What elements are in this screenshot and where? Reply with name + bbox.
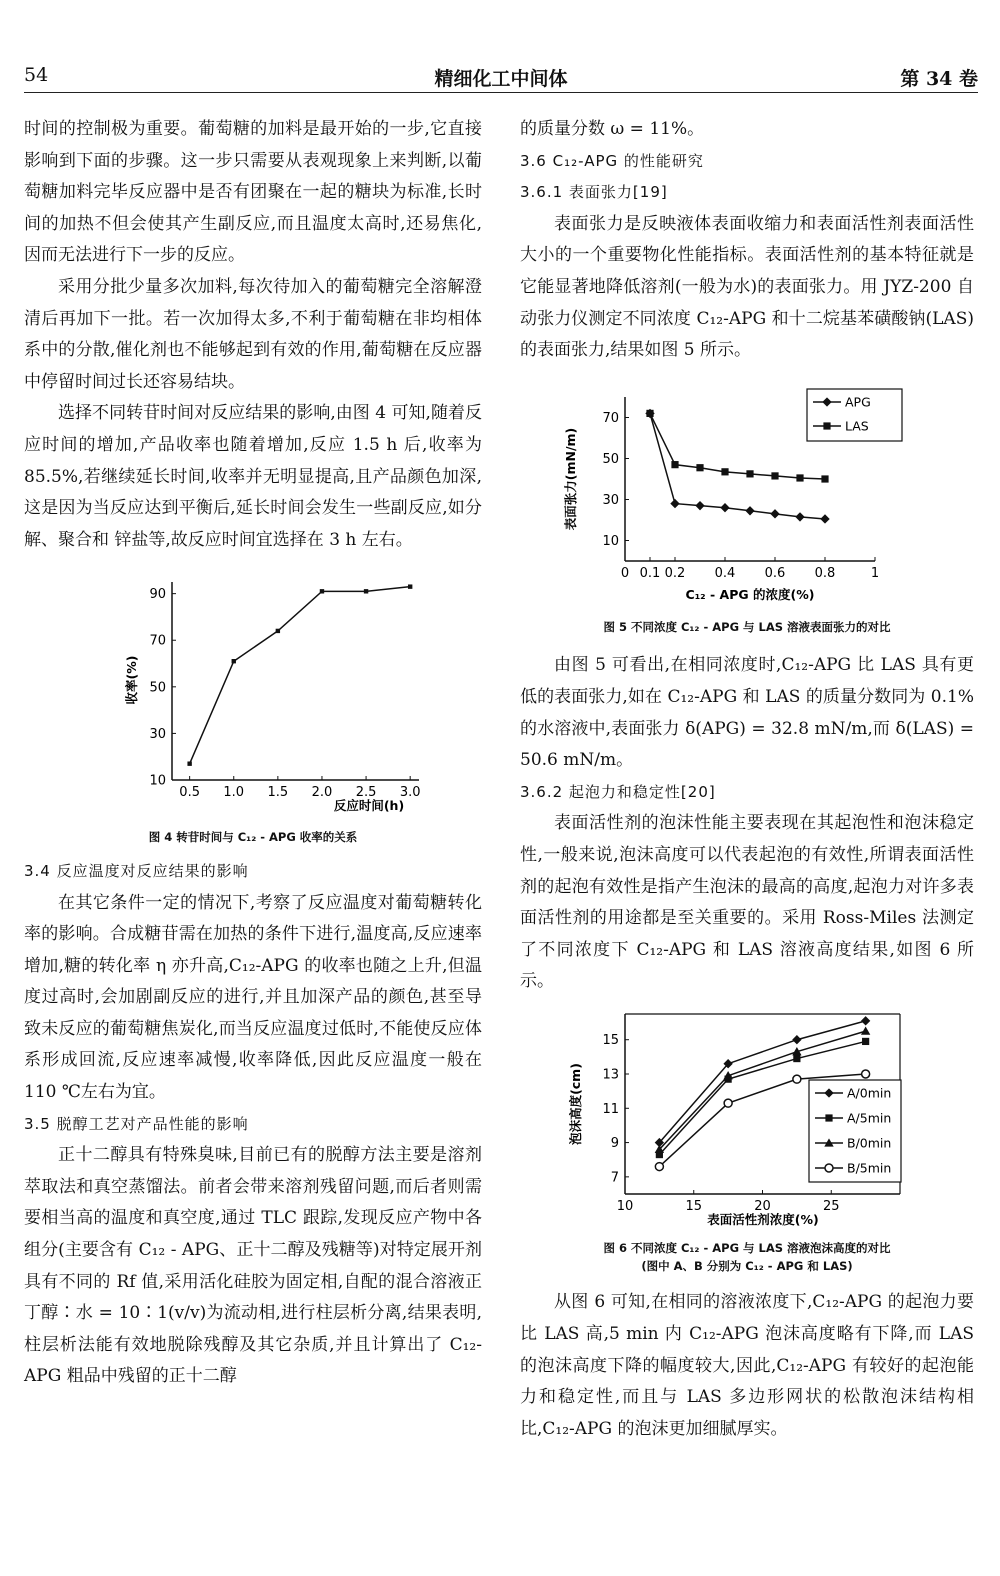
x-tick-label: 20: [754, 1198, 771, 1214]
data-point: [408, 585, 412, 589]
data-point: [861, 1026, 870, 1034]
legend-label: B/5min: [847, 1160, 892, 1176]
x-tick-label: 0.2: [664, 565, 686, 581]
data-point: [770, 509, 779, 518]
paragraph: 表面活性剂的泡沫性能主要表现在其起泡性和泡沫稳定性,一般来说,泡沫高度可以代表起泡的有效性,所谓表面活性剂的起泡有效性是指产生泡沫的最高的高度,起泡力对许多表面活性剂的用途都是至关重要的。采用 Ross-Miles 法测定了不同浓度下 C₁₂-APG 和 LAS 溶液高度结果,如图 6 所示。: [520, 813, 974, 992]
x-tick-label: 2.5: [355, 785, 377, 801]
section-heading-3-6-2: 3.6.2 起泡力和稳定性[20]: [520, 782, 716, 801]
data-point: [276, 629, 280, 633]
legend-label: A/0min: [847, 1085, 892, 1101]
data-point: [671, 461, 678, 468]
x-tick-label: 0.4: [714, 565, 736, 581]
data-point: [820, 514, 829, 523]
paragraph: 正十二醇具有特殊臭味,目前已有的脱醇方法主要是溶剂萃取法和真空蒸馏法。前者会带来溶剂残留问题,而后者则需要相当高的温度和真空度,通过 TLC 跟踪,发现反应产物中各组分(主要含有 C₁₂ - APG、正十二醇及残糖等)对特定展开剂具有不同的 Rf 值,采用活化硅胶为固定相,自配的混合溶液正丁醇∶水 = 10∶1(v/v)为流动相,进行柱层析分离,结果表明,柱层析法能有效地脱除残醇及其它杂质,并且计算出了 C₁₂-APG 粗品中残留的正十二醇: [24, 1145, 482, 1387]
paragraph: 在其它条件一定的情况下,考察了反应温度对葡萄糖转化率的影响。合成糖苷需在加热的条件下进行,温度高,反应速率增加,糖的转化率 η 亦升高,C₁₂-APG 的收率也随之上升,但温度过高时,会加剧副反应的进行,并且加深产品的颜色,甚至导致未反应的葡萄糖焦炭化,而当反应温度过低时,不能使反应体系形成回流,反应速率减慢,收率降低,因此反应温度一般在 110 ℃左右为宜。: [24, 892, 482, 1103]
data-point: [364, 589, 368, 593]
data-point: [724, 1099, 732, 1107]
data-point: [670, 499, 679, 508]
data-point: [796, 474, 803, 481]
data-point: [862, 1070, 870, 1078]
x-tick-label: 2.0: [311, 785, 333, 801]
figure-5: [520, 377, 974, 637]
data-point: [795, 512, 804, 521]
figure-6: [520, 1006, 974, 1276]
fig6-caption: 图 6 不同浓度 C₁₂ - APG 与 LAS 溶液泡沫高度的对比: [603, 1241, 891, 1256]
y-tick-label: 30: [149, 727, 166, 743]
x-tick-label: 1.5: [267, 785, 289, 801]
data-point: [771, 472, 778, 479]
data-point: [187, 762, 191, 766]
legend-label: APG: [845, 394, 871, 410]
y-tick-label: 13: [602, 1067, 619, 1083]
data-point: [696, 464, 703, 471]
legend-marker: [823, 422, 830, 429]
x-tick-label: 15: [685, 1198, 703, 1214]
x-tick-label: 1: [870, 565, 880, 581]
legend-label: A/5min: [847, 1110, 892, 1126]
data-point: [745, 506, 754, 515]
y-tick-label: 30: [602, 492, 619, 508]
x-tick-label: 10: [616, 1198, 634, 1214]
y-tick-label: 70: [149, 634, 166, 650]
data-point: [646, 410, 653, 417]
x-tick-label: 0.6: [764, 565, 786, 581]
series-line: [650, 413, 825, 479]
paragraph: 时间的控制极为重要。葡萄糖的加料是最开始的一步,它直接影响到下面的步骤。这一步只需要从表观现象上来判断,以葡萄糖加料完毕反应器中是否有团聚在一起的糖块为标准,长时间的加热不但会使其产生副反应,而且温度太高时,还易焦化,因而无法进行下一步的反应。: [24, 119, 482, 266]
fig6-caption-note: (图中 A、B 分别为 C₁₂ - APG 和 LAS): [641, 1259, 853, 1274]
figure-4: [24, 568, 482, 846]
y-axis-label: 表面张力(mN/m): [563, 427, 578, 531]
x-tick-label: 0.5: [179, 785, 200, 801]
paragraph: 采用分批少量多次加料,每次待加入的葡萄糖完全溶解澄清后再加下一批。若一次加得太多,不利于葡萄糖在非均相体系中的分散,催化剂也不能够起到有效的作用,葡萄糖在反应器中停留时间过长还容易结块。: [24, 276, 482, 392]
x-axis-label: 反应时间(h): [333, 798, 405, 814]
data-point: [655, 1162, 663, 1170]
x-axis-label: 表面活性剂浓度(%): [707, 1211, 819, 1227]
fig6-chart: [520, 1006, 974, 1228]
data-point: [695, 501, 704, 510]
fig4-chart: [24, 568, 482, 816]
data-point: [232, 659, 236, 663]
y-tick-label: 15: [602, 1033, 619, 1049]
x-axis-label: C₁₂ - APG 的浓度(%): [685, 586, 815, 602]
data-point: [861, 1016, 870, 1025]
x-tick-label: 25: [822, 1198, 840, 1214]
y-axis-label: 泡沫高度(cm): [568, 1062, 583, 1145]
fig4-caption: 图 4 转苷时间与 C₁₂ - APG 收率的关系: [148, 829, 358, 844]
left-column: [24, 114, 482, 1393]
paragraph: 从图 6 可知,在相同的溶液浓度下,C₁₂-APG 的起泡力要比 LAS 高,5 min 内 C₁₂-APG 泡沫高度略有下降,而 LAS 的泡沫高度下降的幅度较大,因此,C₁₂-APG 有较好的起泡能力和稳定性,而且与 LAS 多边形网状的松散泡沫结构相比,C₁₂-APG 的泡沫更加细腻厚实。: [520, 1292, 974, 1439]
data-point: [793, 1055, 800, 1062]
section-heading-3-6-1: 3.6.1 表面张力[19]: [520, 183, 668, 202]
y-tick-label: 10: [602, 533, 619, 549]
volume-label: 第 34 卷: [900, 68, 978, 90]
y-tick-label: 70: [602, 410, 619, 426]
y-axis-label: 收率(%): [124, 655, 139, 705]
y-tick-label: 11: [602, 1101, 619, 1117]
series-line: [190, 587, 411, 764]
y-tick-label: 50: [149, 680, 166, 696]
data-point: [320, 589, 324, 593]
data-point: [862, 1038, 869, 1045]
y-tick-label: 50: [602, 451, 619, 467]
legend-marker: [825, 1164, 833, 1172]
y-tick-label: 10: [149, 773, 166, 789]
y-tick-label: 7: [610, 1170, 619, 1186]
section-heading-3-6: 3.6 C₁₂-APG 的性能研究: [520, 151, 704, 170]
data-point: [746, 470, 753, 477]
data-point: [720, 503, 729, 512]
x-tick-label: 0.1: [639, 565, 661, 581]
data-point: [793, 1075, 801, 1083]
paragraph: 的质量分数 ω = 11%。: [520, 119, 705, 139]
legend-label: LAS: [845, 418, 869, 434]
y-tick-label: 9: [610, 1135, 619, 1151]
section-heading-3-5: 3.5 脱醇工艺对产品性能的影响: [24, 1114, 249, 1133]
fig5-chart: [520, 377, 974, 607]
x-tick-label: 0: [620, 565, 630, 581]
data-point: [721, 468, 728, 475]
legend-label: B/0min: [847, 1135, 892, 1151]
paragraph: 选择不同转苷时间对反应结果的影响,由图 4 可知,随着反应时间的增加,产品收率也随着增加,反应 1.5 h 后,收率为 85.5%,若继续延长时间,收率并无明显提高,且产品颜色加深,这是因为当反应达到平衡后,延长时间会发生一些副反应,如分解、聚合和 锌盐等,故反应时间宜选择在 3 h 左右。: [24, 403, 482, 550]
page-header: [24, 60, 978, 93]
paragraph: 表面张力是反映液体表面收缩力和表面活性剂表面活性大小的一个重要物化性能指标。表面活性剂的基本特征就是它能显著地降低溶剂(一般为水)的表面张力。用 JYZ-200 自动张力仪测定不同浓度 C₁₂-APG 和十二烷基苯磺酸钠(LAS)的表面张力,结果如图 5 所示。: [520, 213, 974, 361]
fig5-caption: 图 5 不同浓度 C₁₂ - APG 与 LAS 溶液表面张力的对比: [603, 620, 891, 635]
section-heading-3-4: 3.4 反应温度对反应结果的影响: [24, 861, 249, 880]
data-point: [821, 475, 828, 482]
legend-marker: [825, 1114, 832, 1121]
x-tick-label: 3.0: [399, 785, 421, 801]
paragraph: 由图 5 可看出,在相同浓度时,C₁₂-APG 比 LAS 具有更低的表面张力,如在 C₁₂-APG 和 LAS 的质量分数同为 0.1% 的水溶液中,表面张力 δ(APG) = 32.8 mN/m,而 δ(LAS) = 50.6 mN/m。: [520, 655, 974, 771]
right-column: [520, 114, 974, 1445]
y-tick-label: 90: [149, 587, 166, 603]
journal-title: 精细化工中间体: [434, 68, 568, 90]
x-tick-label: 0.8: [814, 565, 836, 581]
x-tick-label: 1.0: [223, 785, 245, 801]
page-number: 54: [24, 64, 49, 86]
data-point: [792, 1035, 801, 1044]
